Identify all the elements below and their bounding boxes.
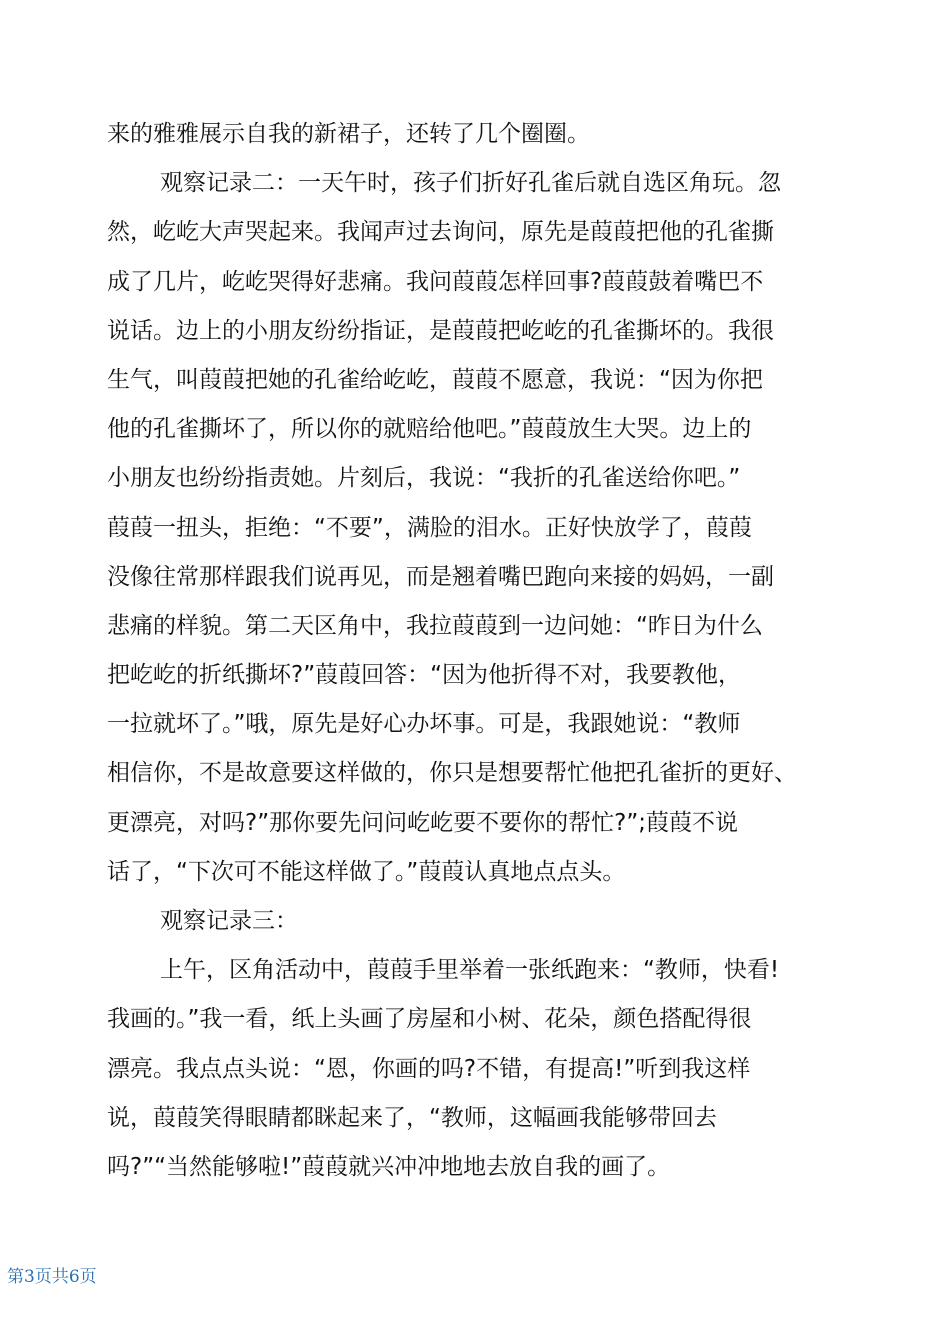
text-line: 我画的。”我一看，纸上头画了房屋和小树、花朵，颜色搭配得很 bbox=[107, 1006, 752, 1033]
text-line: 观察记录二：一天午时，孩子们折好孔雀后就自选区角玩。忽 bbox=[160, 170, 781, 197]
text-line: 悲痛的样貌。第二天区角中，我拉葭葭到一边问她：“昨日为什么 bbox=[107, 612, 763, 639]
text-line: 小朋友也纷纷指责她。片刻后，我说：“我折的孔雀送给你吧。” bbox=[107, 465, 741, 492]
text-line: 来的雅雅展示自我的新裙子，还转了几个圈圈。 bbox=[107, 121, 590, 147]
text-line: 话了，“下次可不能这样做了。”葭葭认真地点点头。 bbox=[107, 858, 626, 885]
text-line: 他的孔雀撕坏了，所以你的就赔给他吧。”葭葭放生大哭。边上的 bbox=[107, 416, 752, 443]
document-body bbox=[107, 110, 847, 1192]
text-line: 没像往常那样跟我们说再见，而是翘着嘴巴跑向来接的妈妈，一副 bbox=[107, 563, 774, 590]
text-line: 漂亮。我点点头说：“恩，你画的吗?不错，有提高!”听到我这样 bbox=[107, 1055, 751, 1082]
text-line: 然，屹屹大声哭起来。我闻声过去询问，原先是葭葭把他的孔雀撕 bbox=[107, 219, 774, 246]
text-line: 说话。边上的小朋友纷纷指证，是葭葭把屹屹的孔雀撕坏的。我很 bbox=[107, 317, 774, 344]
text-line: 上午，区角活动中，葭葭手里举着一张纸跑来：“教师，快看! bbox=[160, 957, 780, 984]
text-line: 相信你，不是故意要这样做的，你只是想要帮忙他把孔雀折的更好、 bbox=[107, 760, 797, 787]
section-heading: 观察记录三： bbox=[160, 908, 298, 934]
text-line: 葭葭一扭头，拒绝：“不要”，满脸的泪水。正好快放学了，葭葭 bbox=[107, 514, 752, 541]
text-line: 一拉就坏了。”哦，原先是好心办坏事。可是，我跟她说：“教师 bbox=[107, 711, 741, 738]
text-line: 把屹屹的折纸撕坏?”葭葭回答：“因为他折得不对，我要教他， bbox=[107, 662, 742, 689]
text-line: 说，葭葭笑得眼睛都眯起来了，“教师，这幅画我能够带回去 bbox=[107, 1104, 717, 1131]
text-line: 成了几片，屹屹哭得好悲痛。我问葭葭怎样回事?葭葭鼓着嘴巴不 bbox=[107, 268, 764, 295]
text-line: 更漂亮，对吗?”那你要先问问屹屹要不要你的帮忙?”;葭葭不说 bbox=[107, 809, 738, 836]
page-number-footer: 第3页共6页 bbox=[7, 1267, 97, 1287]
text-line: 吗?”“当然能够啦!”葭葭就兴冲冲地地去放自我的画了。 bbox=[107, 1153, 671, 1180]
text-line: 生气，叫葭葭把她的孔雀给屹屹，葭葭不愿意，我说：“因为你把 bbox=[107, 366, 763, 393]
